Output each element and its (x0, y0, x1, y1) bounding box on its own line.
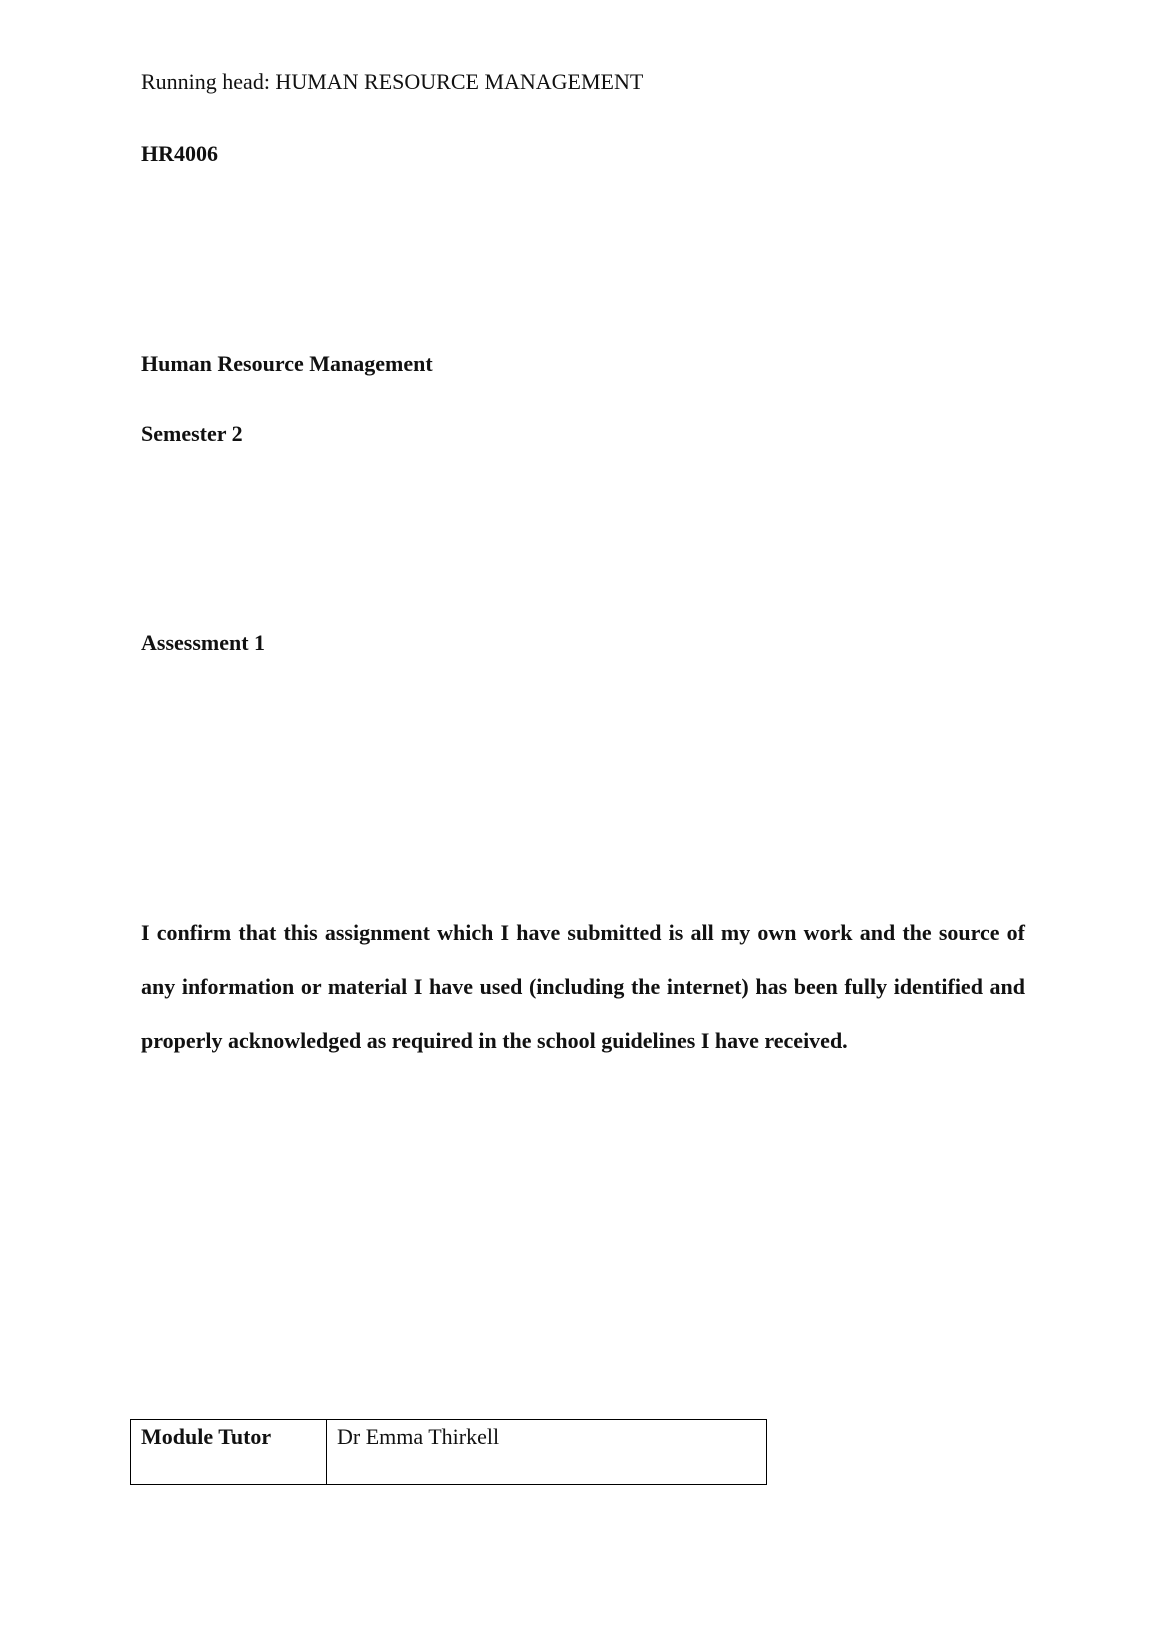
module-tutor-value: Dr Emma Thirkell (327, 1420, 767, 1485)
declaration-paragraph: I confirm that this assignment which I have submitted is all my own work and the source of any information or material I have used (including the internet) has been fully identified and properly acknowledged as required in the school guidelines I have received. (141, 920, 1025, 1053)
module-tutor-label: Module Tutor (131, 1420, 327, 1485)
course-code: HR4006 (141, 141, 218, 166)
running-head: Running head: HUMAN RESOURCE MANAGEMENT (141, 69, 644, 94)
course-title: Human Resource Management (141, 351, 433, 376)
assessment-label: Assessment 1 (141, 630, 266, 655)
semester-label: Semester 2 (141, 421, 243, 446)
module-tutor-table (130, 1419, 767, 1485)
table-row (131, 1420, 767, 1485)
